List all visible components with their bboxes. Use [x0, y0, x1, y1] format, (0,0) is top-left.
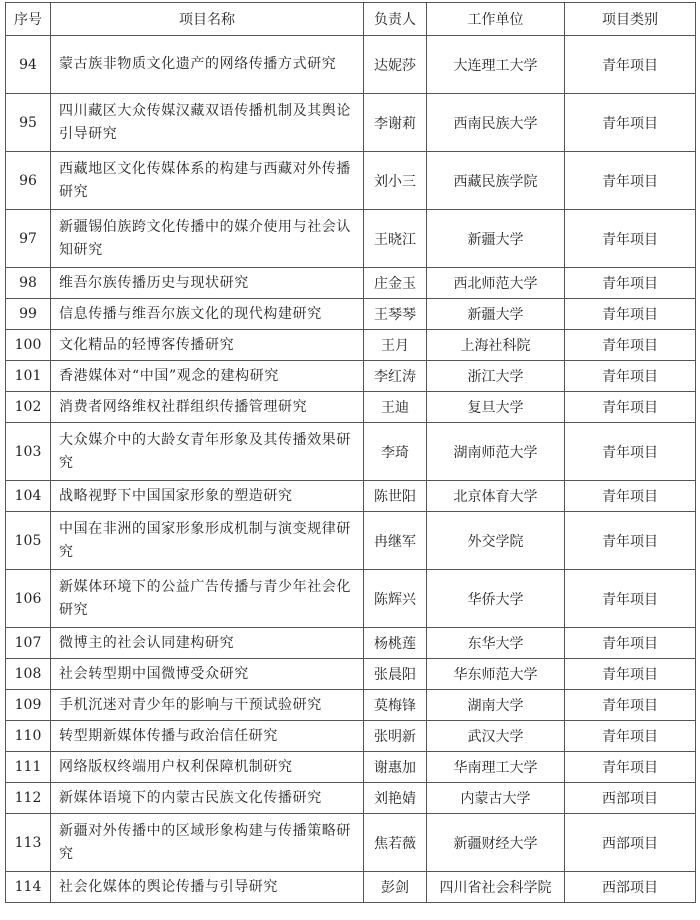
row-no: 98 — [6, 268, 51, 299]
table-row — [6, 481, 696, 512]
table-row — [6, 210, 696, 268]
row-no: 108 — [6, 659, 51, 690]
table-row — [6, 152, 696, 210]
row-type: 青年项目 — [565, 659, 696, 690]
row-type: 青年项目 — [565, 94, 696, 152]
row-unit: 新疆大学 — [427, 299, 565, 330]
row-type: 青年项目 — [565, 423, 696, 481]
row-no: 111 — [6, 752, 51, 783]
row-type: 青年项目 — [565, 268, 696, 299]
row-project-name: 新媒体环境下的公益广告传播与青少年社会化研究 — [51, 570, 364, 628]
row-project-name: 文化精品的轻博客传播研究 — [51, 330, 364, 361]
row-project-name: 新疆对外传播中的区域形象构建与传播策略研究 — [51, 814, 364, 872]
row-unit: 湖南大学 — [427, 690, 565, 721]
row-type: 青年项目 — [565, 330, 696, 361]
row-leader: 刘小三 — [364, 152, 427, 210]
row-leader: 莫梅锋 — [364, 690, 427, 721]
row-leader: 刘艳婧 — [364, 783, 427, 814]
table-row — [6, 512, 696, 570]
row-type: 青年项目 — [565, 721, 696, 752]
row-project-name: 蒙古族非物质文化遗产的网络传播方式研究 — [51, 36, 364, 94]
table-row — [6, 299, 696, 330]
row-project-name: 新媒体语境下的内蒙古民族文化传播研究 — [51, 783, 364, 814]
row-unit: 内蒙古大学 — [427, 783, 565, 814]
table-row — [6, 872, 696, 903]
row-project-name: 维吾尔族传播历史与现状研究 — [51, 268, 364, 299]
row-unit: 北京体育大学 — [427, 481, 565, 512]
row-no: 100 — [6, 330, 51, 361]
row-type: 青年项目 — [565, 570, 696, 628]
row-no: 105 — [6, 512, 51, 570]
row-unit: 武汉大学 — [427, 721, 565, 752]
row-project-name: 转型期新媒体传播与政治信任研究 — [51, 721, 364, 752]
row-type: 青年项目 — [565, 36, 696, 94]
table-row — [6, 36, 696, 94]
row-type: 青年项目 — [565, 299, 696, 330]
row-unit: 东华大学 — [427, 628, 565, 659]
row-no: 107 — [6, 628, 51, 659]
table-row — [6, 690, 696, 721]
row-type: 青年项目 — [565, 392, 696, 423]
row-type: 青年项目 — [565, 752, 696, 783]
row-no: 99 — [6, 299, 51, 330]
row-unit: 上海社科院 — [427, 330, 565, 361]
row-type: 青年项目 — [565, 628, 696, 659]
row-unit: 浙江大学 — [427, 361, 565, 392]
header-name: 项目名称 — [51, 3, 364, 36]
row-project-name: 新疆锡伯族跨文化传播中的媒介使用与社会认知研究 — [51, 210, 364, 268]
row-type: 青年项目 — [565, 481, 696, 512]
row-no: 104 — [6, 481, 51, 512]
table-row — [6, 783, 696, 814]
row-type: 青年项目 — [565, 210, 696, 268]
row-no: 113 — [6, 814, 51, 872]
row-no: 112 — [6, 783, 51, 814]
table-row — [6, 268, 696, 299]
row-no: 101 — [6, 361, 51, 392]
row-unit: 华东师范大学 — [427, 659, 565, 690]
row-leader: 张明新 — [364, 721, 427, 752]
row-unit: 大连理工大学 — [427, 36, 565, 94]
row-type: 西部项目 — [565, 814, 696, 872]
row-no: 109 — [6, 690, 51, 721]
row-no: 103 — [6, 423, 51, 481]
row-leader: 庄金玉 — [364, 268, 427, 299]
project-table — [5, 2, 696, 903]
table-row — [6, 721, 696, 752]
table-row — [6, 752, 696, 783]
row-type: 青年项目 — [565, 512, 696, 570]
row-project-name: 四川藏区大众传媒汉藏双语传播机制及其舆论引导研究 — [51, 94, 364, 152]
row-project-name: 手机沉迷对青少年的影响与干预试验研究 — [51, 690, 364, 721]
row-project-name: 消费者网络维权社群组织传播管理研究 — [51, 392, 364, 423]
row-no: 96 — [6, 152, 51, 210]
row-project-name: 大众媒介中的大龄女青年形象及其传播效果研究 — [51, 423, 364, 481]
row-unit: 复旦大学 — [427, 392, 565, 423]
row-no: 95 — [6, 94, 51, 152]
row-leader: 陈世阳 — [364, 481, 427, 512]
table-row — [6, 628, 696, 659]
row-leader: 王琴琴 — [364, 299, 427, 330]
row-leader: 陈辉兴 — [364, 570, 427, 628]
row-unit: 湖南师范大学 — [427, 423, 565, 481]
row-leader: 王迪 — [364, 392, 427, 423]
row-leader: 谢惠加 — [364, 752, 427, 783]
row-type: 青年项目 — [565, 152, 696, 210]
row-leader: 焦若薇 — [364, 814, 427, 872]
header-leader: 负责人 — [364, 3, 427, 36]
row-no: 97 — [6, 210, 51, 268]
row-type: 西部项目 — [565, 783, 696, 814]
row-unit: 四川省社会科学院 — [427, 872, 565, 903]
row-unit: 新疆财经大学 — [427, 814, 565, 872]
row-no: 94 — [6, 36, 51, 94]
row-leader: 李琦 — [364, 423, 427, 481]
row-project-name: 信息传播与维吾尔族文化的现代构建研究 — [51, 299, 364, 330]
table-row — [6, 330, 696, 361]
table-row — [6, 94, 696, 152]
row-project-name: 微博主的社会认同建构研究 — [51, 628, 364, 659]
row-unit: 西南民族大学 — [427, 94, 565, 152]
row-leader: 达妮莎 — [364, 36, 427, 94]
row-leader: 冉继军 — [364, 512, 427, 570]
row-unit: 华南理工大学 — [427, 752, 565, 783]
row-leader: 杨桃莲 — [364, 628, 427, 659]
row-leader: 李谢莉 — [364, 94, 427, 152]
row-unit: 西北师范大学 — [427, 268, 565, 299]
header-type: 项目类别 — [565, 3, 696, 36]
table-row — [6, 361, 696, 392]
row-project-name: 社会化媒体的舆论传播与引导研究 — [51, 872, 364, 903]
row-project-name: 香港媒体对“中国”观念的建构研究 — [51, 361, 364, 392]
row-project-name: 西藏地区文化传媒体系的构建与西藏对外传播研究 — [51, 152, 364, 210]
table-row — [6, 659, 696, 690]
header-unit: 工作单位 — [427, 3, 565, 36]
row-leader: 王月 — [364, 330, 427, 361]
row-unit: 外交学院 — [427, 512, 565, 570]
row-leader: 王晓江 — [364, 210, 427, 268]
table-row — [6, 392, 696, 423]
row-unit: 新疆大学 — [427, 210, 565, 268]
row-leader: 李红涛 — [364, 361, 427, 392]
row-no: 114 — [6, 872, 51, 903]
row-no: 102 — [6, 392, 51, 423]
row-project-name: 战略视野下中国国家形象的塑造研究 — [51, 481, 364, 512]
row-project-name: 网络版权终端用户权利保障机制研究 — [51, 752, 364, 783]
table-row — [6, 814, 696, 872]
row-no: 110 — [6, 721, 51, 752]
row-type: 西部项目 — [565, 872, 696, 903]
header-no: 序号 — [6, 3, 51, 36]
table-row — [6, 423, 696, 481]
row-project-name: 社会转型期中国微博受众研究 — [51, 659, 364, 690]
row-project-name: 中国在非洲的国家形象形成机制与演变规律研究 — [51, 512, 364, 570]
row-type: 青年项目 — [565, 361, 696, 392]
row-no: 106 — [6, 570, 51, 628]
row-leader: 张晨阳 — [364, 659, 427, 690]
table-row — [6, 570, 696, 628]
row-unit: 西藏民族学院 — [427, 152, 565, 210]
header-row — [6, 3, 696, 36]
row-leader: 彭剑 — [364, 872, 427, 903]
row-unit: 华侨大学 — [427, 570, 565, 628]
row-type: 青年项目 — [565, 690, 696, 721]
